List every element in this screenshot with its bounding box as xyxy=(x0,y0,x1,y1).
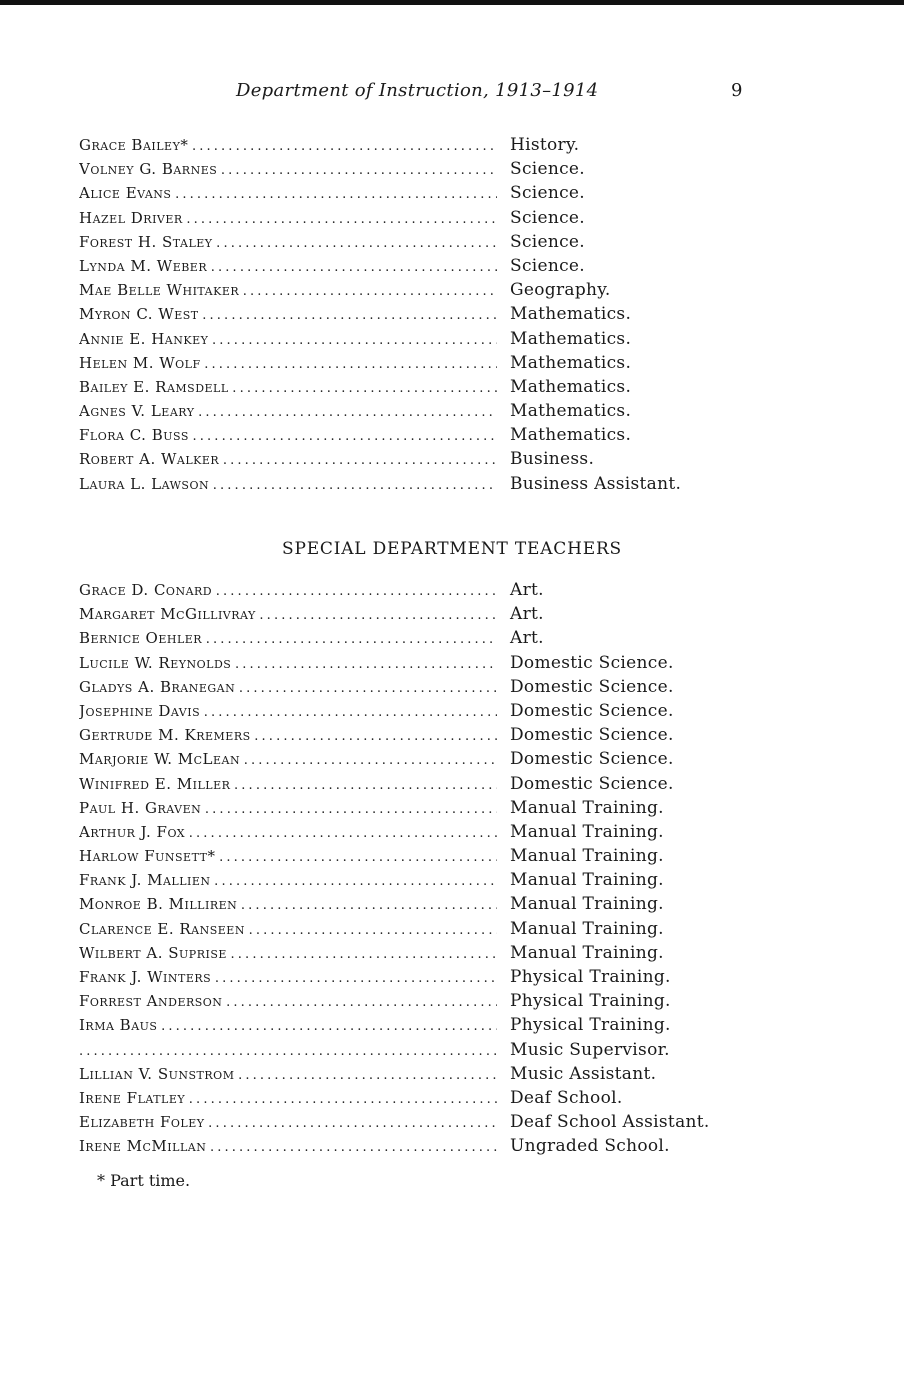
teacher-name: Bailey E. Ramsdell . . . xyxy=(79,375,497,401)
teacher-subject: Deaf School. xyxy=(510,1087,623,1108)
teacher-row xyxy=(79,675,739,699)
teacher-row xyxy=(79,941,739,965)
teacher-name: Myron C. West . . . xyxy=(79,302,497,328)
teacher-row xyxy=(79,1134,739,1158)
teacher-row xyxy=(79,651,739,675)
teacher-row xyxy=(79,892,739,916)
teacher-subject: Business Assistant. xyxy=(510,473,682,494)
teacher-subject: Science. xyxy=(510,207,585,228)
teacher-subject: Science. xyxy=(510,231,585,252)
teacher-row xyxy=(79,772,739,796)
teacher-row xyxy=(79,1062,739,1086)
teacher-name: Harlow Funsett* . . . xyxy=(79,844,497,870)
teacher-subject: Music Supervisor. xyxy=(510,1039,670,1060)
teacher-name: Mae Belle Whitaker . . . xyxy=(79,278,497,304)
teacher-name: Gertrude M. Kremers . . . xyxy=(79,723,497,749)
teacher-name: Lynda M. Weber . . . xyxy=(79,254,497,280)
teacher-name: Laura L. Lawson . . . xyxy=(79,472,497,498)
teacher-row xyxy=(79,578,739,602)
teacher-row xyxy=(79,351,739,375)
teacher-row xyxy=(79,423,739,447)
teacher-row xyxy=(79,965,739,989)
teacher-subject: Science. xyxy=(510,255,585,276)
teacher-subject: Manual Training. xyxy=(510,942,664,963)
teacher-name: Alice Evans . . . xyxy=(79,181,497,207)
teacher-name: Paul H. Graven . . . xyxy=(79,796,497,822)
teacher-row xyxy=(79,796,739,820)
teacher-row xyxy=(79,230,739,254)
teacher-name: Margaret McGillivray . . . xyxy=(79,602,497,628)
teacher-row xyxy=(79,1086,739,1110)
teacher-row xyxy=(79,989,739,1013)
teacher-name: Josephine Davis . . . xyxy=(79,699,497,725)
teacher-row xyxy=(79,447,739,471)
teacher-row xyxy=(79,1038,739,1062)
teacher-subject: Physical Training. xyxy=(510,991,671,1012)
teacher-name: Grace D. Conard . . . xyxy=(79,578,497,604)
teacher-subject: Manual Training. xyxy=(510,918,664,939)
teacher-row xyxy=(79,1110,739,1134)
teacher-subject: Domestic Science. xyxy=(510,725,674,746)
teacher-subject: Manual Training. xyxy=(510,821,664,842)
top-border-rule xyxy=(0,0,904,5)
teacher-subject: Business. xyxy=(510,449,595,470)
teacher-subject: Deaf School Assistant. xyxy=(510,1112,710,1133)
teacher-name: Arthur J. Fox . . . xyxy=(79,820,497,846)
teacher-row xyxy=(79,917,739,941)
teacher-name: Irene McMillan . . . xyxy=(79,1134,497,1160)
teacher-subject: Manual Training. xyxy=(510,797,664,818)
teacher-name: Irene Flatley . . . xyxy=(79,1086,497,1112)
teacher-row xyxy=(79,375,739,399)
teacher-subject: Art. xyxy=(510,628,544,649)
teacher-row xyxy=(79,157,739,181)
teacher-name: Monroe B. Milliren . . . xyxy=(79,892,497,918)
teacher-subject: Physical Training. xyxy=(510,967,671,987)
teacher-name: Elizabeth Foley . . . xyxy=(79,1110,497,1136)
teacher-name: Volney G. Barnes . . . xyxy=(79,157,497,183)
teacher-name: Forrest Anderson . . . xyxy=(79,989,497,1015)
teacher-subject: Art. xyxy=(510,580,544,600)
teacher-subject: Domestic Science. xyxy=(510,652,674,673)
teacher-name: Lucile W. Reynolds . . . xyxy=(79,651,497,677)
teacher-row xyxy=(79,602,739,626)
teacher-name: Hazel Driver . . . xyxy=(79,206,497,232)
teacher-subject: Music Assistant. xyxy=(510,1063,657,1084)
teacher-name: Gladys A. Branegan . . . xyxy=(79,675,497,701)
teacher-subject: Mathematics. xyxy=(510,425,632,446)
teacher-row xyxy=(79,699,739,723)
teacher-subject: Domestic Science. xyxy=(510,749,674,770)
footnote: * Part time. xyxy=(97,1171,191,1190)
teacher-name: Clarence E. Ranseen . . . xyxy=(79,917,497,943)
teacher-name: Forest H. Staley . . . xyxy=(79,230,497,256)
teacher-subject: Domestic Science. xyxy=(510,773,674,794)
teacher-subject: Domestic Science. xyxy=(510,700,674,721)
teacher-subject: Mathematics. xyxy=(510,376,632,397)
teacher-row xyxy=(79,844,739,868)
teacher-row xyxy=(79,278,739,302)
teacher-name: Agnes V. Leary . . . xyxy=(79,399,497,425)
teacher-subject: Science. xyxy=(510,159,585,180)
teacher-name: Frank J. Winters . . . xyxy=(79,965,497,991)
page-header xyxy=(0,80,904,104)
teacher-row xyxy=(79,1013,739,1037)
teacher-row xyxy=(79,723,739,747)
teacher-subject: Manual Training. xyxy=(510,870,664,891)
teacher-name: Annie E. Hankey . . . xyxy=(79,327,497,353)
teacher-row xyxy=(79,747,739,771)
teacher-name: Frank J. Mallien . . . xyxy=(79,868,497,894)
teacher-row xyxy=(79,868,739,892)
teacher-subject: Mathematics. xyxy=(510,304,632,325)
teacher-name: Wilbert A. Suprise . . . xyxy=(79,941,497,967)
teacher-subject: Science. xyxy=(510,183,585,204)
running-title: Department of Instruction, 1913–1914 xyxy=(236,80,599,101)
teacher-subject: Mathematics. xyxy=(510,401,632,422)
teacher-name: Bernice Oehler . . . xyxy=(79,626,497,652)
teacher-name: Marjorie W. McLean . . . xyxy=(79,747,497,773)
teacher-subject: Manual Training. xyxy=(510,894,664,915)
teacher-subject: Domestic Science. xyxy=(510,676,674,697)
teacher-name: Winifred E. Miller . . . xyxy=(79,772,497,798)
teacher-subject: Geography. xyxy=(510,280,611,301)
teacher-subject: Mathematics. xyxy=(510,352,632,373)
teacher-row xyxy=(79,181,739,205)
teacher-row xyxy=(79,399,739,423)
section-heading: SPECIAL DEPARTMENT TEACHERS xyxy=(282,539,622,559)
teacher-name: Lillian V. Sunstrom . . . xyxy=(79,1062,497,1088)
teacher-name: Grace Bailey* . . . xyxy=(79,133,497,159)
teacher-row xyxy=(79,302,739,326)
teacher-row xyxy=(79,206,739,230)
teacher-subject: Ungraded School. xyxy=(510,1136,670,1157)
teacher-name: Flora C. Buss . . . xyxy=(79,423,497,449)
teacher-row xyxy=(79,472,739,496)
teacher-row xyxy=(79,327,739,351)
teacher-row xyxy=(79,820,739,844)
teacher-name xyxy=(79,1038,497,1064)
teacher-row xyxy=(79,626,739,650)
page-number: 9 xyxy=(731,80,743,101)
teacher-subject: Art. xyxy=(510,604,544,625)
teacher-subject: Mathematics. xyxy=(510,328,632,349)
high-school-teacher-list xyxy=(79,133,739,496)
teacher-name: Helen M. Wolf . . . xyxy=(79,351,497,377)
teacher-subject: Physical Training. xyxy=(510,1015,671,1036)
teacher-subject: History. xyxy=(510,135,580,155)
teacher-subject: Manual Training. xyxy=(510,846,664,867)
teacher-name: Robert A. Walker . . . xyxy=(79,447,497,473)
special-teacher-list xyxy=(79,578,739,1159)
teacher-name: Irma Baus . . . xyxy=(79,1013,497,1039)
teacher-row xyxy=(79,254,739,278)
teacher-row xyxy=(79,133,739,157)
